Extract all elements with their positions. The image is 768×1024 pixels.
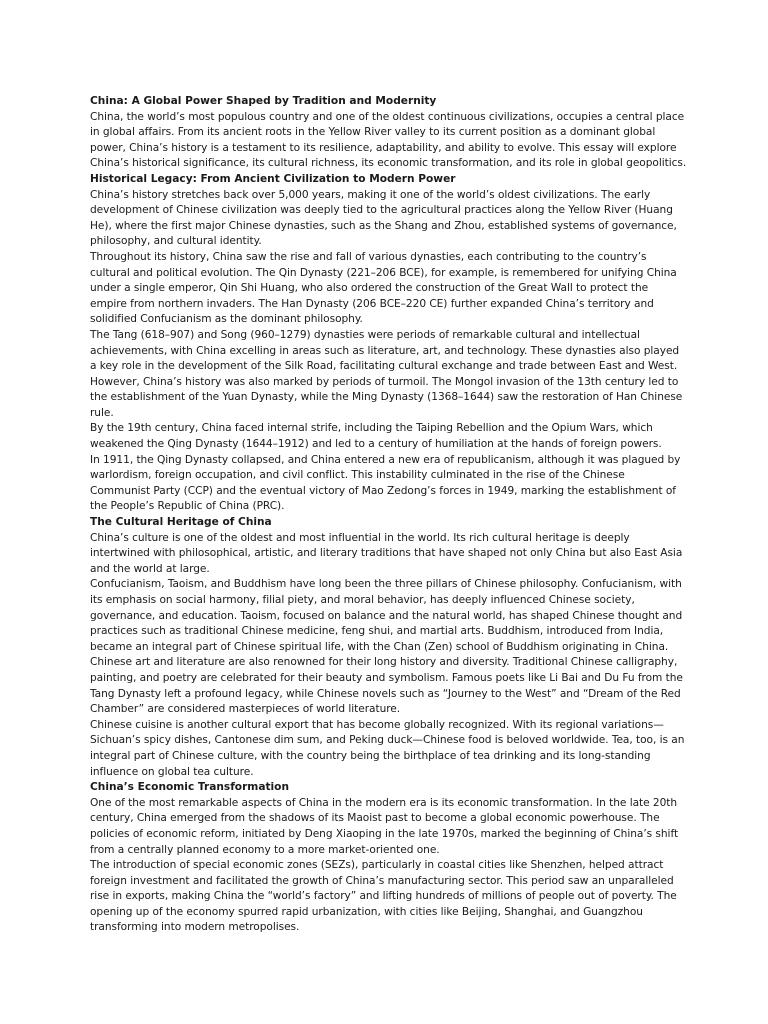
paragraph: China’s culture is one of the oldest and most influential in the world. Its rich cultural heritage is deeply intertwined with philosophical, artistic, and literary traditions that have shaped not only China but also East Asia and the world at large. bbox=[90, 531, 683, 575]
paragraph: One of the most remarkable aspects of China in the modern era is its economic transformation. In the late 20th century, China emerged from the shadows of its Maoist past to become a global economic powerhouse. The policies of economic reform, initiated by Deng Xiaoping in the late 1970s, marked the beginning of China’s shift from a centrally planned economy to a more market-oriented one. bbox=[90, 796, 679, 856]
section-heading-economic-transformation: China’s Economic Transformation bbox=[90, 781, 290, 794]
intro-paragraph: China, the world’s most populous country and one of the oldest continuous civilizations, occupies a central place in global affairs. From its ancient roots in the Yellow River valley to its current position as a dominant global power, China’s history is a testament to its resilience, adaptability, and ability to evolve. This essay will explore China’s historical significance, its cultural richness, its economic transformation, and its role in global geopolitics. bbox=[90, 110, 687, 170]
paragraph: Throughout its history, China saw the rise and fall of various dynasties, each contributing to the country’s cultural and political evolution. The Qin Dynasty (221–206 BCE), for example, is remembered for unifying China under a single emperor, Qin Shi Huang, who also ordered the construction of the Great Wall to protect the empire from northern invaders. The Han Dynasty (206 BCE–220 CE) further expanded China’s territory and solidified Confucianism as the dominant philosophy. bbox=[90, 250, 677, 326]
paragraph: In 1911, the Qing Dynasty collapsed, and China entered a new era of republicanism, although it was plagued by warlordism, foreign occupation, and civil conflict. This instability culminated in the rise of the Chinese Communist Party (CCP) and the eventual victory of Mao Zedong’s forces in 1949, marking the establishment of the People’s Republic of China (PRC). bbox=[90, 453, 681, 513]
paragraph: Confucianism, Taoism, and Buddhism have long been the three pillars of Chinese philosophy. Confucianism, with its emphasis on social harmony, filial piety, and moral behavior, has deeply influenced Chinese society, governance, and education. Taoism, focused on balance and the natural world, has shaped Chinese thought and practices such as traditional Chinese medicine, feng shui, and martial arts. Buddhism, introduced from India, became an integral part of Chinese spiritual life, with the Chan (Zen) school of Buddhism originating in China. bbox=[90, 578, 683, 653]
paragraph: By the 19th century, China faced internal strife, including the Taiping Rebellion and the Opium Wars, which weakened the Qing Dynasty (1644–1912) and led to a century of humiliation at the hands of foreign powers. bbox=[90, 422, 662, 451]
paragraph: Chinese art and literature are also renowned for their long history and diversity. Traditional Chinese calligraphy, painting, and poetry are celebrated for their beauty and symbolism. Famous poets like Li Bai and Du Fu from the Tang Dynasty left a profound legacy, while Chinese novels such as “Journey to the West” and “Dream of the Red Chamber” are considered masterpieces of world literature. bbox=[90, 656, 683, 716]
section-heading-historical-legacy: Historical Legacy: From Ancient Civilization to Modern Power bbox=[90, 172, 456, 185]
document-title: China: A Global Power Shaped by Tradition and Modernity bbox=[90, 95, 437, 107]
section-heading-cultural-heritage: The Cultural Heritage of China bbox=[90, 516, 272, 529]
paragraph: However, China’s history was also marked by periods of turmoil. The Mongol invasion of the 13th century led to the establishment of the Yuan Dynasty, while the Ming Dynasty (1368–1644) saw the restoration of Han Chinese rule. bbox=[90, 375, 683, 419]
paragraph: Chinese cuisine is another cultural export that has become globally recognized. With its regional variations—Sichuan’s spicy dishes, Cantonese dim sum, and Peking duck—Chinese food is beloved worldwide. Tea, too, is an integral part of Chinese culture, with the country being the birthplace of tea drinking and its long-standing influence on global tea culture. bbox=[90, 718, 685, 778]
paragraph: China’s history stretches back over 5,000 years, making it one of the world’s oldest civilizations. The early development of Chinese civilization was deeply tied to the agricultural practices along the Yellow River (Huang He), where the first major Chinese dynasties, such as the Shang and Zhou, established systems of governance, philosophy, and cultural identity. bbox=[90, 188, 677, 248]
paragraph: The introduction of special economic zones (SEZs), particularly in coastal cities like Shenzhen, helped attract foreign investment and facilitated the growth of China’s manufacturing sector. This period saw an unparalleled rise in exports, making China the “world’s factory” and lifting hundreds of millions of people out of poverty. The opening up of the economy spurred rapid urbanization, with cities like Beijing, Shanghai, and Guangzhou transforming into modern metropolises. bbox=[90, 859, 677, 934]
paragraph: The Tang (618–907) and Song (960–1279) dynasties were periods of remarkable cultural and intellectual achievements, with China excelling in areas such as literature, art, and technology. These dynasties also played a key role in the development of the Silk Road, facilitating cultural exchange and trade between East and West. bbox=[90, 328, 680, 373]
